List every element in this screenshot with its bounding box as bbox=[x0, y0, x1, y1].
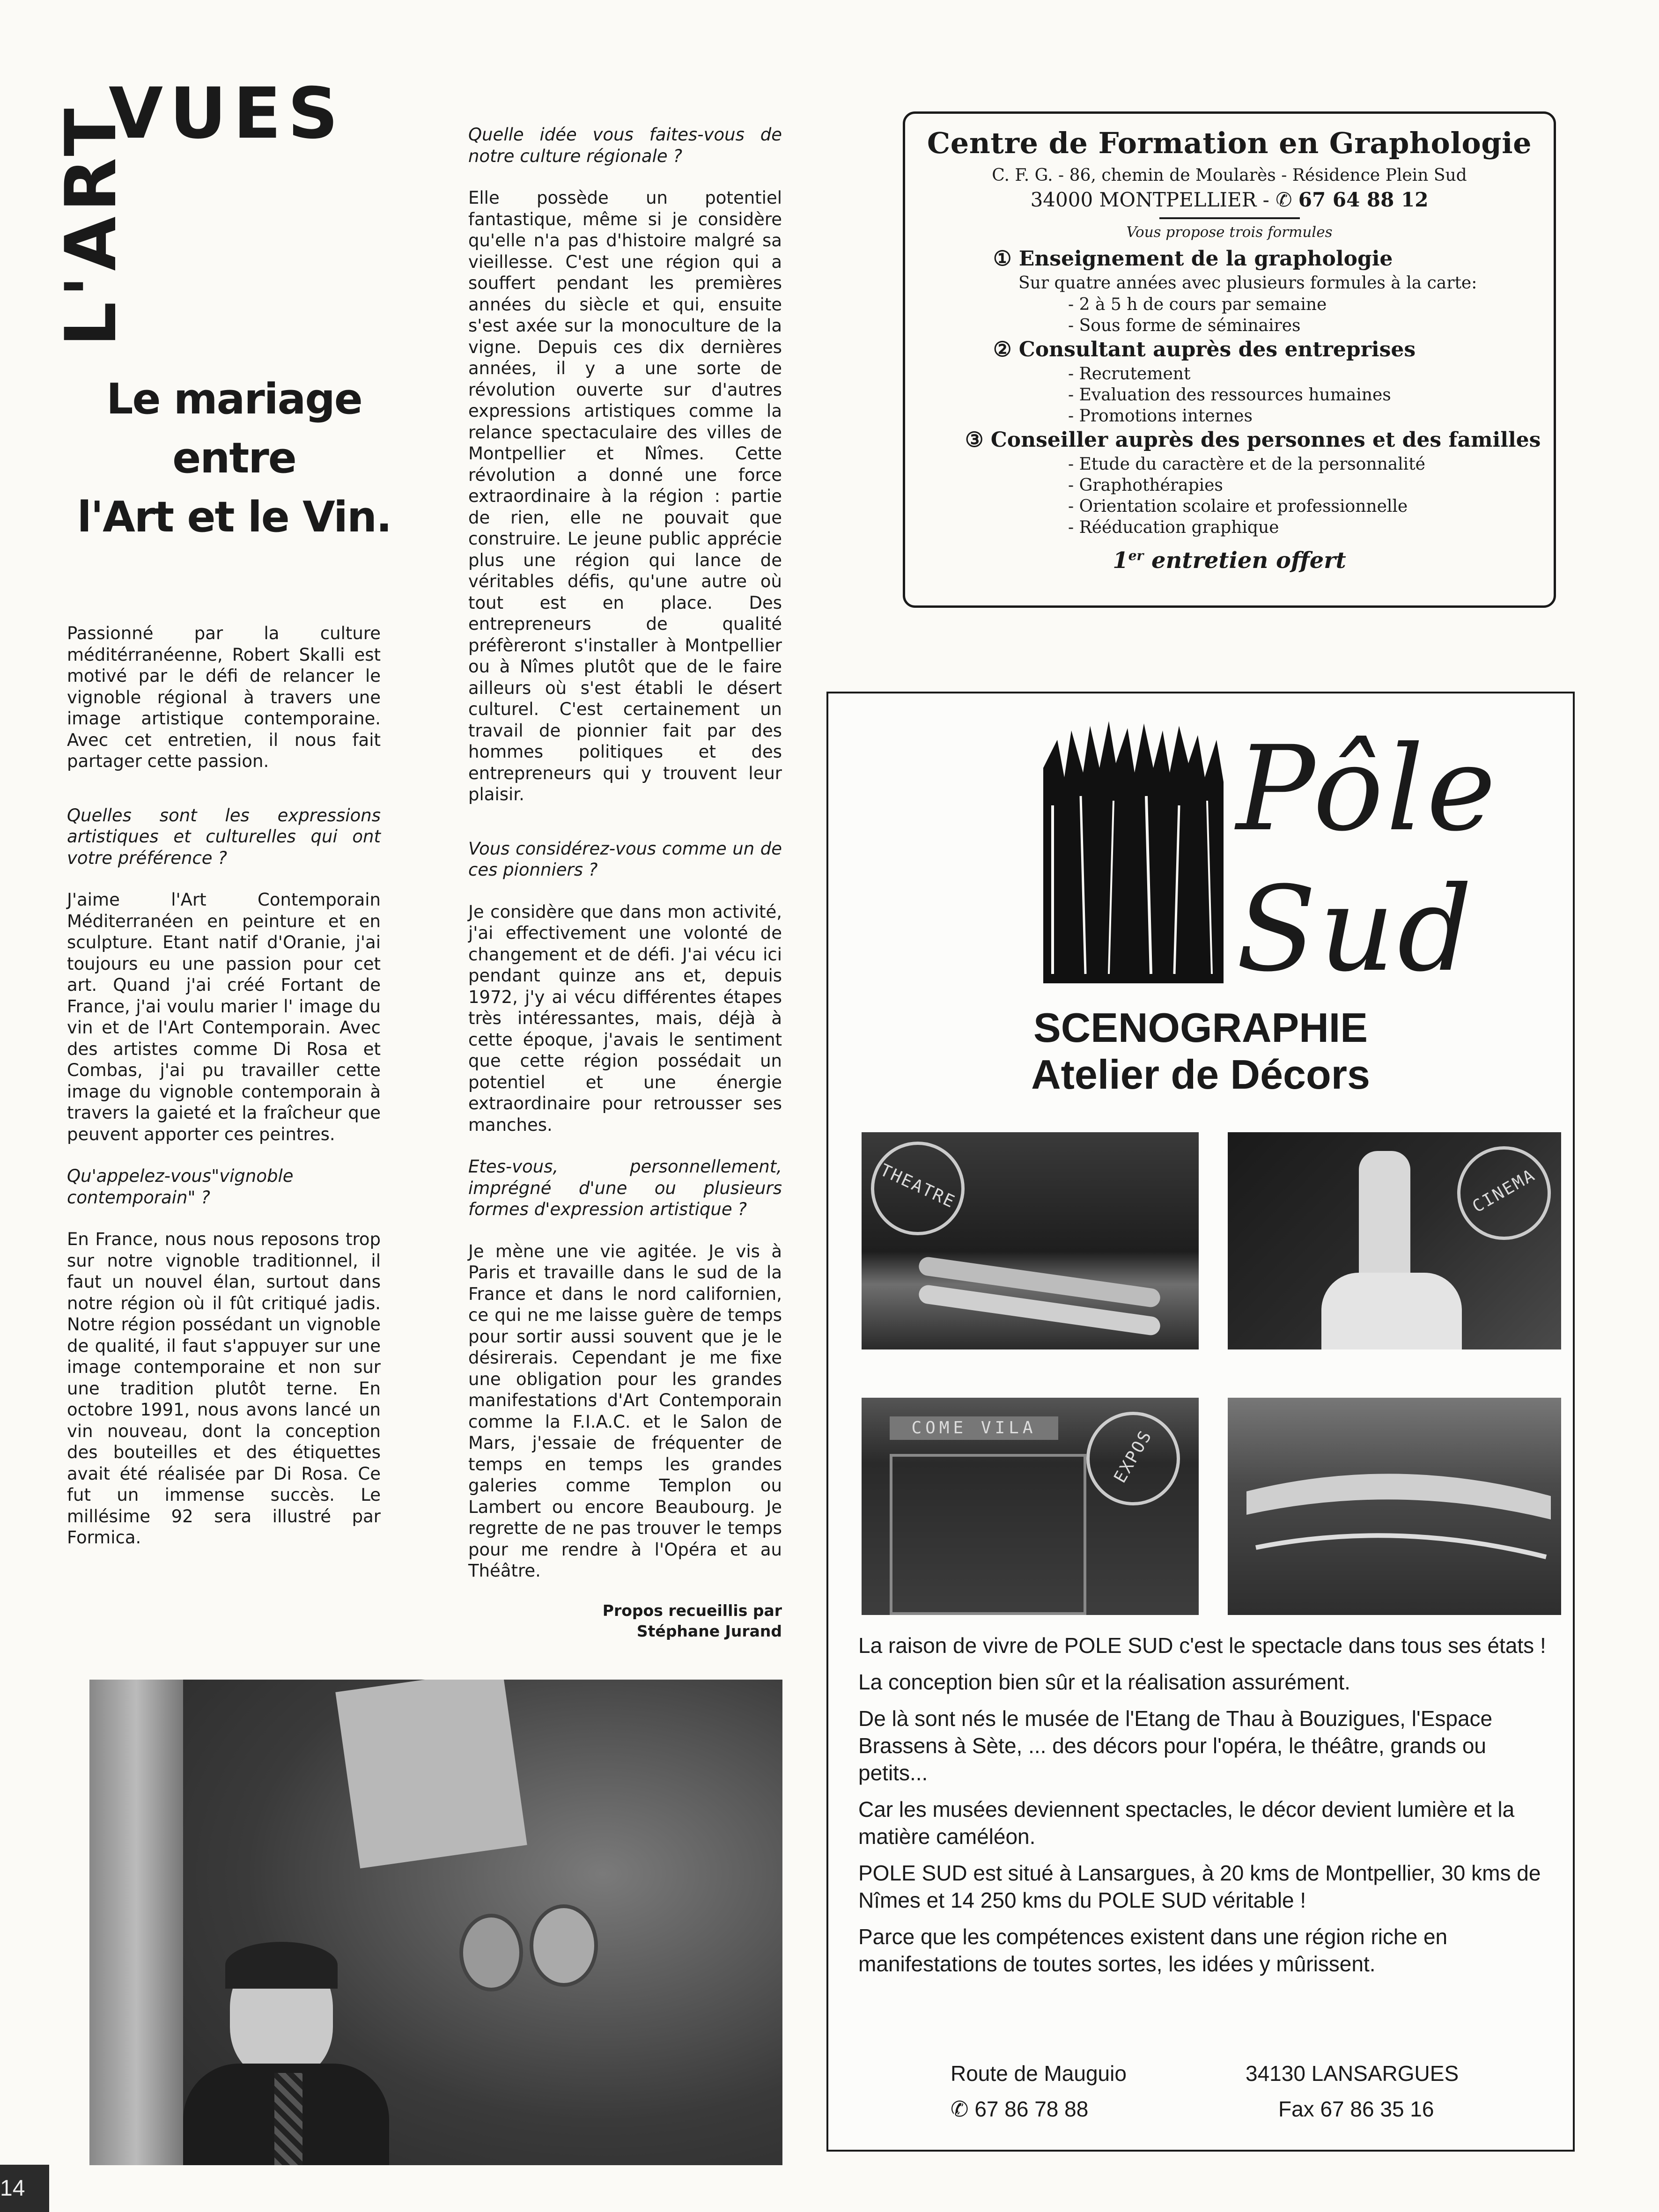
photo-detail bbox=[1321, 1273, 1462, 1349]
formula-1-item: - Sous forme de séminaires bbox=[1068, 316, 1301, 335]
photo-mask bbox=[459, 1914, 523, 1991]
polesud-logo-text bbox=[1236, 719, 1499, 1000]
photo-expos bbox=[862, 1398, 1199, 1615]
photo-detail bbox=[890, 1454, 1086, 1615]
stamp-expos bbox=[1086, 1412, 1180, 1505]
heading-atelier: Atelier de Décors bbox=[1031, 1051, 1370, 1098]
question-4: Vous considérez-vous comme un de ces pionniers ? bbox=[468, 838, 782, 880]
photo-construction bbox=[1228, 1398, 1561, 1615]
polesud-description bbox=[858, 1632, 1551, 1987]
polesud-paragraph: Parce que les compétences existent dans une région riche en manifestations de toutes sortes, les idées y mûrissent. bbox=[858, 1924, 1448, 1976]
photo-ramp bbox=[1246, 1474, 1551, 1519]
polesud-paragraph: La conception bien sûr et la réalisation assurément. bbox=[858, 1670, 1350, 1694]
formula-2-item: - Recrutement bbox=[1068, 364, 1191, 383]
formula-2: ② Consultant auprès des entreprises bbox=[993, 338, 1416, 361]
address-city: 34130 LANSARGUES bbox=[1246, 2061, 1459, 2086]
answer-3: Elle possède un potentiel fantastique, même si je considère qu'elle n'a pas d'histoire malgré sa vieillesse. C'est une région qui a souffert pendant les premières années du siècle et qui, ensuite s'est axée sur la monoculture de la vigne. Depuis ces dix dernières années, il y a une sorte de révolution ouverte sur d'autres expressions artistiques comme la relance spectaculaire des villes de Montpellier et Nîmes. Cette révolution a donné une force extraordinaire à la région : partie de rien, elle ne pouvait que construire. Le jeune public apprécie plus une région qui lance de véritables défis, qu'une autre où tout est en place. Des entrepreneurs de qualité préfèreront s'installer à Montpellier ou à Nîmes plutôt que de le faire ailleurs où s'est établi le désert culturel. C'est certainement un travail de pionnier fait par des hommes politiques et des entrepreneurs qui y trouvent leur plaisir. bbox=[468, 188, 782, 804]
photo-mask bbox=[530, 1904, 598, 1987]
offer-number: 1 bbox=[1113, 547, 1128, 574]
brush-logo-icon bbox=[1039, 712, 1226, 993]
byline bbox=[468, 1600, 782, 1642]
photo-detail-svg bbox=[1228, 1398, 1561, 1615]
photo-artwork-panel bbox=[335, 1680, 527, 1868]
answer-1: J'aime l'Art Contemporain Méditerranéen en peinture et en sculpture. Etant natif d'Oranie, j'ai toujours eu une passion pour cet art. Quand j'ai créé Fortant de France, j'ai voulu marier l' image du vin et de l'Art Contemporain. Avec des artistes comme Di Rosa et Combas, j'ai pu travailler cette image du vignoble contemporain à travers la gaieté et la fraîcheur que peuvent apporter ces peintres. bbox=[67, 890, 381, 1144]
offer-text: entretien offert bbox=[1143, 547, 1346, 574]
question-2: Qu'appelez-vous"vignoble contemporain" ? bbox=[67, 1166, 294, 1208]
question-1: Quelles sont les expressions artistiques et culturelles qui ont votre préférence ? bbox=[67, 805, 381, 868]
photo-ramp-edge bbox=[1256, 1535, 1546, 1557]
byline-label: Propos recueillis par bbox=[602, 1601, 782, 1620]
heading-scenographie: SCENOGRAPHIE bbox=[1033, 1004, 1368, 1051]
logo-line-1: Pôle bbox=[1236, 721, 1499, 857]
photo-hair bbox=[225, 1942, 338, 1989]
ad-graphology-city-phone bbox=[905, 187, 1554, 213]
formula-3-item: - Etude du caractère et de la personnalité bbox=[1068, 455, 1425, 474]
formula-2-item: - Promotions internes bbox=[1068, 406, 1253, 426]
photo-theatre bbox=[862, 1132, 1199, 1349]
title-line-3: l'Art et le Vin. bbox=[77, 493, 391, 542]
ad-graphology-city: 34000 MONTPELLIER - ✆ bbox=[1030, 188, 1292, 211]
byline-author: Stéphane Jurand bbox=[636, 1622, 782, 1640]
photo-cinema bbox=[1228, 1132, 1561, 1349]
formula-1-sub: Sur quatre années avec plusieurs formules à la carte: bbox=[1018, 273, 1477, 293]
ad-graphology-title: Centre de Formation en Graphologie bbox=[927, 126, 1532, 160]
intro-paragraph: Passionné par la culture méditérranéenne, Robert Skalli est motivé par le défi de relancer le vignoble régional à travers une image artistique contemporaine. Avec cet entretien, il nous fait partager cette passion. bbox=[67, 623, 381, 771]
article-title bbox=[70, 370, 398, 547]
photo-sign: COME VILA bbox=[890, 1416, 1058, 1440]
formula-3-item: - Graphothérapies bbox=[1068, 476, 1223, 495]
divider bbox=[1159, 217, 1300, 219]
title-line-1: Le mariage bbox=[106, 375, 362, 424]
polesud-paragraph: La raison de vivre de POLE SUD c'est le spectacle dans tous ses états ! bbox=[858, 1633, 1546, 1658]
ad-graphology-phone: 67 64 88 12 bbox=[1298, 188, 1429, 211]
polesud-city bbox=[1246, 2056, 1459, 2127]
formula-1: ① Enseignement de la graphologie bbox=[993, 247, 1393, 271]
stamp-label: CINEMA bbox=[1469, 1165, 1539, 1217]
question-5: Etes-vous, personnellement, imprégné d'une ou plusieurs formes d'expression artistique ? bbox=[468, 1157, 782, 1219]
formula-1-item: - 2 à 5 h de cours par semaine bbox=[1068, 295, 1327, 314]
section-title-lart: L'ART bbox=[51, 103, 132, 347]
ad-graphology-propose: Vous propose trois formules bbox=[1126, 224, 1333, 241]
polesud-heading bbox=[826, 1004, 1575, 1098]
formula-2-item: - Evaluation des ressources humaines bbox=[1068, 385, 1391, 405]
portrait-photo bbox=[89, 1680, 782, 2165]
section-title-vues: VUES bbox=[109, 73, 345, 155]
answer-2: En France, nous nous reposons trop sur notre vignoble traditionnel, il faut un nouvel élan, surtout dans notre région où il fût critiqué jadis. Notre région possédant un vignoble de qualité, il faut s'appuyer sur une image contemporaine et non sur une tradition plutôt terne. En octobre 1991, nous avons lancé un vin nouveau, dont la conception des bouteilles et des étiquettes avait été réalisée par Di Rosa. Ce fut un immense succès. Le millésime 92 sera illustré par Formica. bbox=[67, 1229, 381, 1548]
polesud-paragraph: Car les musées deviennent spectacles, le décor devient lumière et la matière caméléon. bbox=[858, 1797, 1515, 1849]
photo-metal-panel bbox=[89, 1680, 183, 2165]
formula-3: ③ Conseiller auprès des personnes et des familles bbox=[965, 428, 1541, 452]
polesud-paragraph: POLE SUD est situé à Lansargues, à 20 kms de Montpellier, 30 kms de Nîmes et 14 250 kms du POLE SUD véritable ! bbox=[858, 1861, 1541, 1912]
polesud-paragraph: De là sont nés le musée de l'Etang de Thau à Bouzigues, l'Espace Brassens à Sète, ... des décors pour l'opéra, le théâtre, grands ou petits... bbox=[858, 1706, 1493, 1785]
logo-line-2: Sud bbox=[1236, 861, 1475, 997]
stamp-label: THEATRE bbox=[877, 1160, 959, 1212]
page-number: 14 bbox=[0, 2165, 49, 2212]
photo-detail bbox=[1359, 1151, 1410, 1291]
ad-graphology bbox=[903, 111, 1556, 608]
stamp-cinema bbox=[1457, 1146, 1551, 1240]
stamp-theatre bbox=[871, 1142, 965, 1235]
address-phone: ✆ 67 86 78 88 bbox=[951, 2097, 1089, 2121]
ad-graphology-address: C. F. G. - 86, chemin de Moularès - Résidence Plein Sud bbox=[992, 166, 1467, 185]
answer-4: Je considère que dans mon activité, j'ai effectivement une volonté de changement et de défi. J'ai vécu ici pendant quinze ans et, depuis 1972, j'y ai vécu différentes étapes très intéressantes, mais, déjà à cette époque, j'avais le sentiment que cette région possédait un potentiel et une énergie extraordinaire pour retrousser ses manches. bbox=[468, 901, 782, 1135]
question-3: Quelle idée vous faites-vous de notre culture régionale ? bbox=[468, 125, 782, 166]
address-road: Route de Mauguio bbox=[951, 2061, 1127, 2086]
stamp-label: EXPOS bbox=[1110, 1426, 1156, 1487]
title-line-2: entre bbox=[172, 434, 296, 483]
article-column-2 bbox=[468, 124, 782, 1642]
address-fax: Fax 67 86 35 16 bbox=[1278, 2097, 1434, 2121]
answer-5: Je mène une vie agitée. Je vis à Paris et travaille dans le sud de la France et dans le nord californien, ce qui ne me laisse guère de temps pour sortir aussi souvent que je le désirerais. Cependant je me fixe une obligation pour les grandes manifestations d'Art Contemporain comme la F.I.A.C. et le Salon de Mars, j'essaie de fréquenter de temps en temps les grandes galeries comme Templon ou Lambert ou encore Beaubourg. Je regrette de ne pas trouver le temps pour me rendre à l'Opéra et au Théâtre. bbox=[468, 1241, 782, 1581]
photo-tie bbox=[274, 2073, 302, 2165]
offer-superscript: er bbox=[1128, 548, 1144, 563]
polesud-address bbox=[951, 2056, 1127, 2127]
ad-graphology-offer bbox=[905, 547, 1554, 574]
formula-3-item: - Rééducation graphique bbox=[1068, 518, 1279, 537]
formula-3-item: - Orientation scolaire et professionnelle bbox=[1068, 497, 1408, 516]
article-column-1 bbox=[67, 623, 381, 1548]
